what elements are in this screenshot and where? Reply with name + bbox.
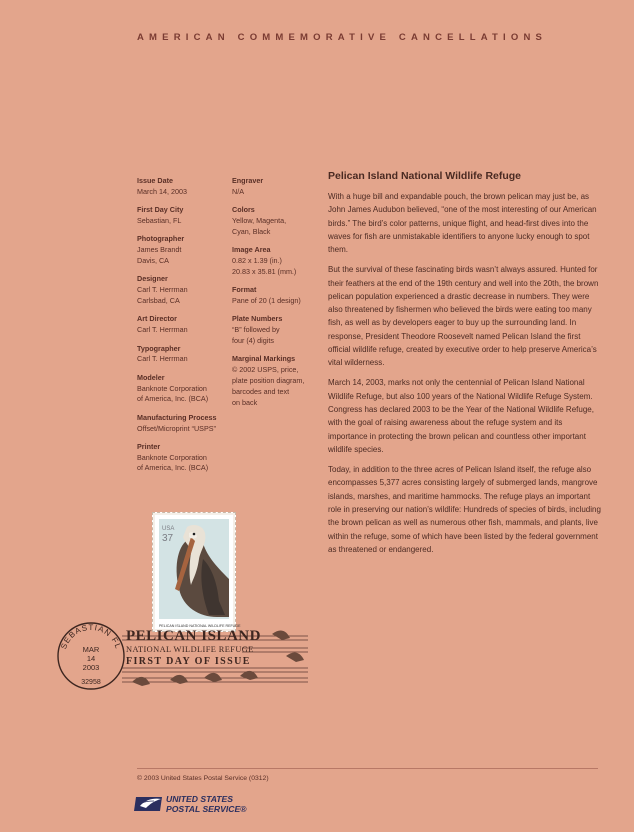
detail-value: N/A — [232, 186, 244, 196]
usps-line2: POSTAL SERVICE® — [166, 803, 247, 814]
detail-label: Manufacturing Process — [137, 412, 217, 422]
detail-value: Banknote Corporation — [137, 383, 207, 393]
detail-value: of America, Inc. (BCA) — [137, 394, 209, 404]
detail-value: Offset/Microprint “USPS” — [137, 423, 216, 433]
detail-plate-numbers — [232, 314, 322, 346]
stamp-artwork — [159, 519, 229, 619]
detail-printer — [137, 442, 229, 474]
postmark-zip: 32958 — [81, 679, 101, 686]
usps-line1: UNITED STATES — [166, 794, 233, 804]
stamp-details-left — [137, 176, 229, 482]
detail-value: four (4) digits — [232, 335, 274, 345]
detail-label: Photographer — [137, 234, 185, 244]
article-paragraph: But the survival of these fascinating birds wasn’t always assured. Hunted for their feathers at the end of the 19th century and well into the 20th, the brown pelican population experienced a drastic decrease in numbers. They were also threatened by fishermen who believed the birds were eating too many fish, as well as by developers eager to buy up the surrounding land. In response, President Theodore Roosevelt named Pelican Island the first official wildlife refuge, created by executive order to help preserve America’s vital wilderness. — [328, 265, 599, 368]
detail-label: First Day City — [137, 205, 184, 215]
stamp-country: USA — [162, 526, 175, 532]
detail-value: Sebastian, FL — [137, 215, 182, 225]
postmark-city: SEBASTIAN FL — [59, 622, 123, 651]
detail-value: Pane of 20 (1 design) — [232, 295, 301, 305]
detail-art-director — [137, 314, 229, 336]
detail-label: Modeler — [137, 372, 165, 382]
detail-value: 0.82 x 1.39 (in.) — [232, 255, 282, 265]
cancellation-first-day: FIRST DAY OF ISSUE — [126, 656, 251, 667]
detail-label: Engraver — [232, 176, 264, 185]
detail-value: March 14, 2003 — [137, 186, 187, 196]
detail-value: barcodes and text — [232, 386, 290, 396]
detail-label: Designer — [137, 274, 168, 284]
detail-value: Carlsbad, CA — [137, 295, 180, 305]
detail-label: Image Area — [232, 245, 271, 255]
detail-value: Yellow, Magenta, — [232, 215, 287, 225]
detail-typographer — [137, 344, 229, 366]
detail-value: Carl T. Herrman — [137, 325, 188, 335]
detail-designer — [137, 274, 229, 306]
detail-image-area — [232, 245, 322, 277]
detail-value: Cyan, Black — [232, 226, 271, 236]
postmark-year: 2003 — [82, 663, 100, 672]
cancellation-subtitle: NATIONAL WILDLIFE REFUGE — [126, 645, 254, 654]
detail-label: Issue Date — [137, 176, 173, 185]
article-paragraph: With a huge bill and expandable pouch, the brown pelican may just be, as John James Audubon believed, “one of the most interesting of our American birds.” The bird’s color patterns, unique flight, and head-first dives into the waves for fish are unmistakable identifiers to anyone lucky enough to spot them. — [328, 192, 597, 255]
stamp-details-right — [232, 176, 322, 416]
detail-engraver — [232, 176, 322, 198]
detail-label: Colors — [232, 205, 255, 215]
detail-modeler — [137, 373, 229, 405]
usps-eagle-icon — [134, 795, 164, 813]
pelican-stamp — [152, 512, 241, 632]
detail-value: James Brandt — [137, 245, 182, 255]
usps-wordmark — [166, 795, 247, 814]
detail-value: of America, Inc. (BCA) — [137, 463, 209, 473]
detail-first-day-city — [137, 205, 229, 227]
postmark-day: 14 — [86, 654, 96, 663]
detail-issue-date — [137, 176, 229, 198]
article-title: Pelican Island National Wildlife Refuge — [328, 170, 522, 182]
article-paragraph: March 14, 2003, marks not only the centennial of Pelican Island National Wildlife Refuge, but also 100 years of the National Wildlife Refuge System. Congress has declared 2003 to be the Year of the National Wildlife Refuge, with the goal of raising awareness about the refuge system and its importance in protecting the brown pelican and countless other important wildlife species. — [328, 378, 594, 454]
article — [328, 170, 602, 563]
detail-marginal-markings — [232, 354, 322, 408]
detail-value: on back — [232, 397, 258, 407]
detail-value: “B” followed by — [232, 325, 280, 335]
detail-label: Printer — [137, 441, 161, 451]
detail-label: Plate Numbers — [232, 314, 283, 324]
detail-manufacturing-process — [137, 413, 229, 435]
detail-value: plate position diagram, — [232, 375, 305, 385]
detail-label: Format — [232, 285, 257, 295]
postmark-month: MAR — [82, 645, 100, 654]
footer-divider — [137, 768, 598, 769]
detail-value: Banknote Corporation — [137, 452, 207, 462]
detail-value: 20.83 x 35.81 (mm.) — [232, 266, 297, 276]
detail-label: Marginal Markings — [232, 354, 296, 364]
detail-photographer — [137, 234, 229, 266]
detail-value: © 2002 USPS, price, — [232, 365, 299, 375]
detail-value: Davis, CA — [137, 255, 169, 265]
detail-value: Carl T. Herrman — [137, 285, 188, 295]
detail-label: Art Director — [137, 314, 177, 324]
pelican-illustration — [159, 519, 229, 619]
detail-value: Carl T. Herrman — [137, 354, 188, 364]
detail-label: Typographer — [137, 343, 181, 353]
detail-format — [232, 285, 322, 307]
postmark-circle — [55, 620, 127, 692]
cancellation-title: PELICAN ISLAND — [126, 628, 261, 644]
copyright-notice: © 2003 United States Postal Service (0312) — [137, 775, 269, 782]
stamp-caption: PELICAN ISLAND NATIONAL WILDLIFE REFUGE — [159, 624, 241, 628]
page-header: AMERICAN COMMEMORATIVE CANCELLATIONS — [137, 32, 548, 43]
detail-colors — [232, 205, 322, 237]
stamp-denomination: 37 — [162, 533, 174, 544]
article-paragraph: Today, in addition to the three acres of Pelican Island itself, the refuge also encompasses 5,377 acres consisting largely of submerged lands, mangrove islands, marshes, and maritime hammocks. The refuge plays an important role in preserving our nation’s wildlife: Hundreds of species of birds, including the brown pelican as well as numerous other fish, mammals, and plants, live within the refuge, some of which have been listed by the federal government as threatened or endangered. — [328, 465, 601, 554]
